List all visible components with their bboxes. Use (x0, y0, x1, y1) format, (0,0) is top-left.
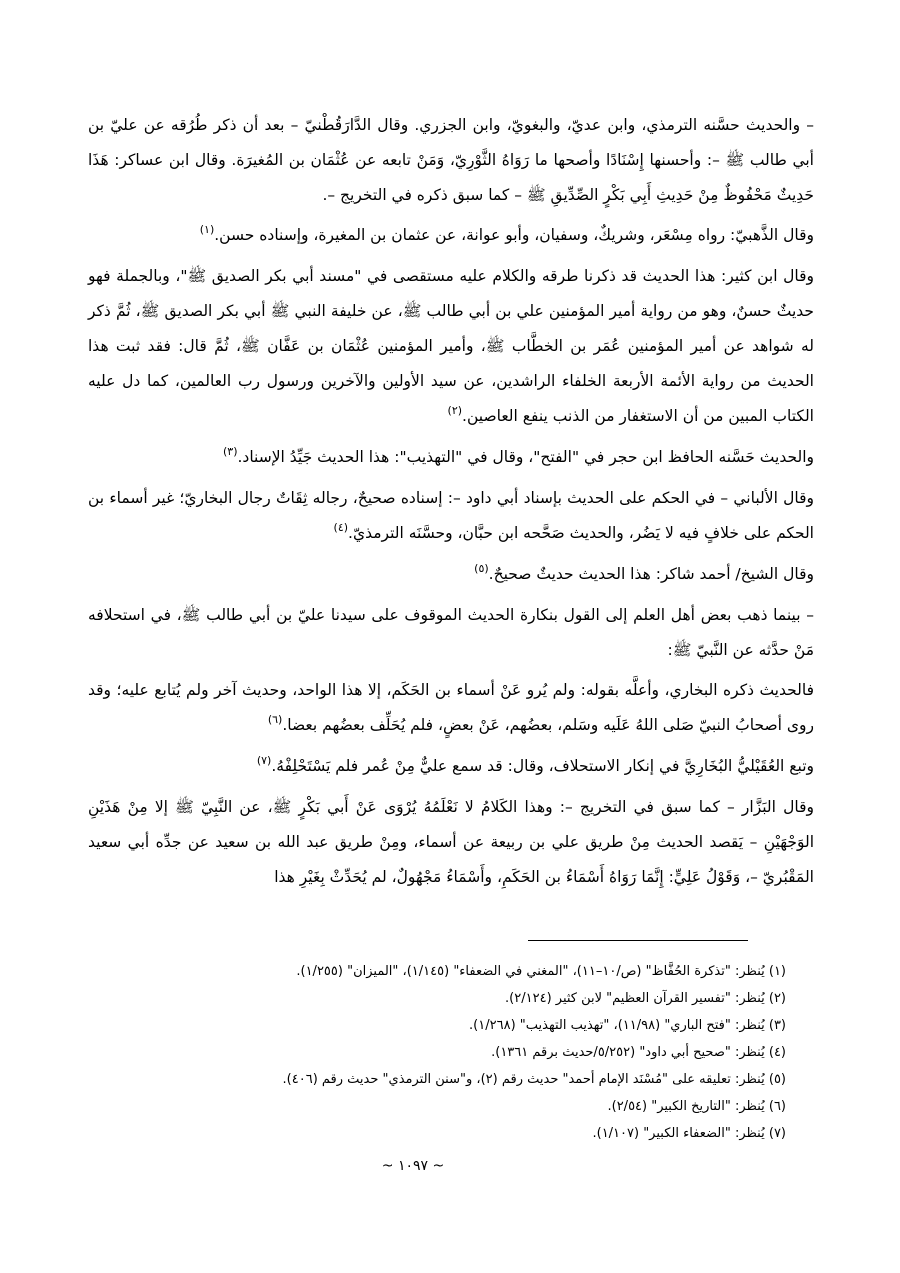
footnote-ref-5: (٥) (474, 562, 489, 575)
footnote-divider (528, 940, 748, 941)
footnote-ref-7: (٧) (256, 754, 272, 767)
footnote-ref-6: (٦) (267, 713, 283, 726)
paragraph-8: فالحديث ذكره البخاري، وأعلَّه بقوله: ولم يُرو عَنْ أسماء بن الحَكَم، إلا هذا الواحد، وحديث آخر ولم يُتابع عليه؛ وقد روى أصحابُ النبيّ صَلى اللهُ عَلَيه وسَلم، بعضُهم، عَنْ بعضٍ، فلم يُحَلِّف بعضُهم بعضا.$^{(٦)}$ (88, 681, 814, 734)
main-text (88, 108, 814, 900)
footnote-ref-3: (٣) (222, 445, 238, 458)
footnotes (200, 958, 786, 1147)
paragraph-3: وقال ابن كثير: هذا الحديث قد ذكرنا طرقه والكلام عليه مستقصى في "مسند أبي بكر الصديق ﷺ"، وبالجملة فهو حديثٌ حسنٌ، وهو من رواية أمير المؤمنين علي بن أبي طالب ﷺ، عن خليفة النبي ﷺ أبي بكر الصديق ﷺ، ثُمَّ ذكر له شواهد عن أمير المؤمنين عُمَر بن الخطَّاب ﷺ، وأمير المؤمنين عُثْمَان بن عَفَّان ﷺ، ثُمَّ قال: فقد ثبت هذا الحديث من رواية الأئمة الأربعة الخلفاء الراشدين، عن سيد الأولين والآخرين ورسول رب العالمين، كما دل عليه الكتاب المبين من أن الاستغفار من الذنب ينفع العاصين.$^{(٢)}$ (88, 267, 814, 425)
footnote-ref-1: (١) (199, 223, 215, 236)
footnote-4: (٤) يُنظر: "صحيح أبي داود" (٥/٢٥٢/حديث برقم ١٣٦١). (491, 1045, 786, 1060)
paragraph-9: وتبع العُقَيْليُّ البُخَارِيَّ في إنكار الاستحلاف، وقال: قد سمع عليٌّ مِنْ عُمر فلم يَسْتَحْلِفْهُ.$^{(٧)}$ (256, 754, 814, 775)
footnote-3: (٣) يُنظر: "فتح الباري" (١١/٩٨)، "تهذيب التهذيب" (١/٢٦٨). (469, 1018, 786, 1033)
paragraph-10: وقال البَزَّار – كما سبق في التخريج –: وهذا الكَلامُ لا نَعْلَمُهُ يُرْوَى عَنْ أَبي بَكْرٍ ﷺ، عن النَّبِيّ ﷺ إلا مِنْ هَذَيْنِ الوَجْهَيْنِ – يَقصد الحديث مِنْ طريق علي بن ربيعة عن أسماء، ومِنْ طريق عبد الله بن سعيد عن جدِّه أبي سعيد المَقْبُريّ –، وَقَوْلُ عَلِيٍّ: إِنَّمَا رَوَاهُ أَسْمَاءُ بن الحَكَمِ، وأَسْمَاءُ مَجْهُولٌ، لم يُحَدِّثْ بِغَيْرِ هذا (88, 798, 814, 886)
footnote-1: (١) يُنظر: "تذكرة الحُفَّاظ" (ص/١٠–١١)، "المغني في الضعفاء" (١/١٤٥)، "الميزان" (١/٢٥٥). (296, 964, 786, 979)
paragraph-5: وقال الألباني – في الحكم على الحديث بإسناد أبي داود –: إسناده صحيحٌ، رجاله ثِقَاتٌ رجال البخاريّ؛ غير أسماء بن الحكم على خلافٍ فيه لا يَضُر، والحديث صَحَّحه ابن حبَّان، وحسَّنَه الترمذيّ.$^{(٤)}$ (88, 489, 814, 542)
footnote-7: (٧) يُنظر: "الضعفاء الكبير" (١/١٠٧). (592, 1126, 786, 1141)
paragraph-7: – بينما ذهب بعض أهل العلم إلى القول بنكارة الحديث الموقوف على سيدنا عليّ بن أبي طالب ﷺ، في استحلافه مَنْ حدَّثه عن النَّبيّ ﷺ: (88, 606, 814, 659)
page-number: ~ ١٠٩٧ ~ (381, 1158, 445, 1174)
paragraph-2: وقال الذَّهبيّ: رواه مِسْعَر، وشريكٌ، وسفيان، وأبو عوانة، عن عثمان بن المغيرة، وإسناده حسن.$^{(١)}$ (199, 223, 814, 244)
paragraph-6: وقال الشيخ/ أحمد شاكر: هذا الحديث حديثٌ صحيحٌ.$^{(٥)}$ (474, 562, 814, 583)
footnote-6: (٦) يُنظر: "التاريخ الكبير" (٢/٥٤). (607, 1099, 786, 1114)
paragraph-1: – والحديث حسَّنه الترمذي، وابن عديّ، والبغويّ، وابن الجزري. وقال الدَّارَقُطْنيّ – بعد أن ذكر طُرُقه عن عليّ بن أبي طالب ﷺ –: وأحسنها إِسْنَادًا وأصحها ما رَوَاهُ الثَّوْرِيّ، وَمَنْ تابعه عن عُثْمَان بن المُغيرَة. وقال ابن عساكر: هَذَا حَدِيثٌ مَحْفُوظٌ مِنْ حَدِيثِ أَبِي بَكْرٍ الصِّدِّيقِ ﷺ – كما سبق ذكره في التخريج –. (88, 116, 814, 204)
footnote-5: (٥) يُنظر: تعليقه على "مُسْنَد الإمام أحمد" حديث رقم (٢)، و"سنن الترمذي" حديث رقم (٤٠٦). (282, 1072, 786, 1087)
footnote-2: (٢) يُنظر: "تفسير القرآن العظيم" لابن كثير (٢/١٢٤). (505, 991, 786, 1006)
footnote-ref-2: (٢) (447, 404, 463, 417)
footnote-ref-4: (٤) (333, 521, 349, 534)
paragraph-4: والحديث حَسَّنه الحافظ ابن حجر في "الفتح"، وقال في "التهذيب": هذا الحديث جَيِّدُ الإسناد.$^{(٣)}$ (222, 445, 814, 466)
